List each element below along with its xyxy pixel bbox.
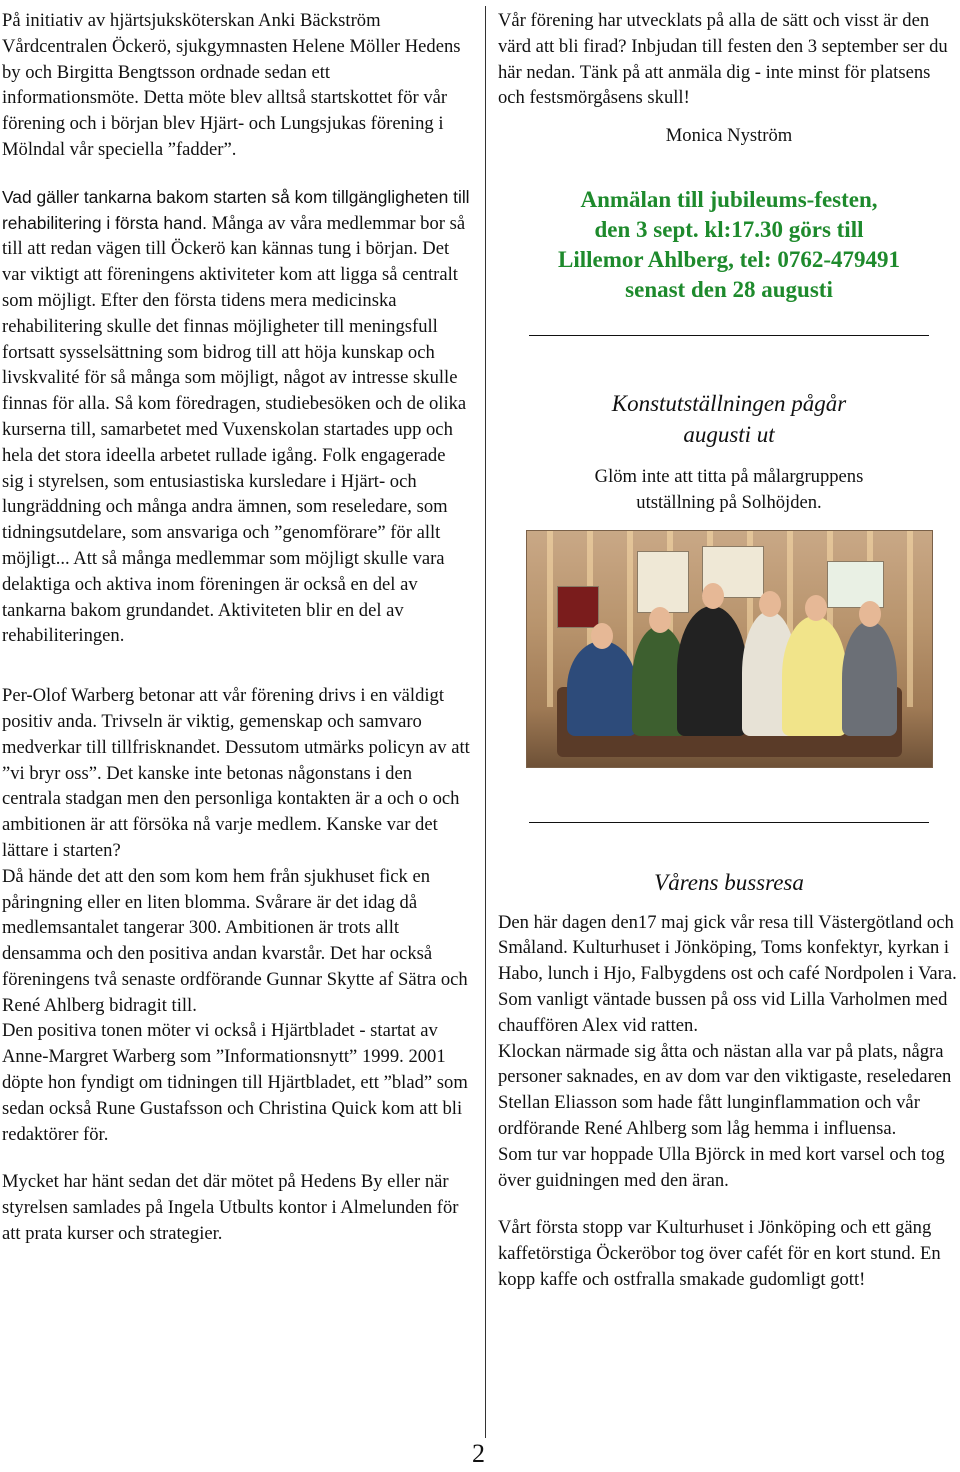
exhibition-title-line: Konstutställningen pågår	[611, 390, 847, 416]
paragraph-intro: Vår förening har utvecklats på alla de sätt och visst är den värd att bli firad? Inbjudan till festen den 3 september ser du här nedan. Tänk på att anmäla dig - inte minst för platsens och festsmörgåsens skull!	[498, 10, 948, 109]
exhibition-title-line: augusti ut	[683, 421, 775, 447]
exhibition-text-line: Glöm inte att titta på målargruppens	[594, 465, 864, 487]
bus-trip-paragraph: Som vanligt väntade bussen på oss vid Lilla Varholmen med chauffören Alex vid ratten.	[498, 988, 948, 1036]
exhibition-title	[498, 388, 960, 450]
announcement-line: Lillemor Ahlberg, tel: 0762-479491	[558, 246, 900, 272]
paragraph-motivation	[2, 185, 470, 649]
bus-trip-paragraph: Den här dagen den17 maj gick vår resa till Västergötland och Småland. Kulturhuset i Jönköping, Toms konfektyr, kyrkan i Habo, lunch i Hjo, Falbygdens ost och café Nordpolen i Vara.	[498, 911, 957, 985]
paragraph-contact: Då hände det att den som kom hem från sjukhuset fick en påringning eller en liten blomma. Svårare är det idag då medlemsantalet tangerar 300. Ambitionen är trots allt densamma och den positiva andan kvarstår. Det har också föreningens två senaste ordförande Gunnar Skytte af Sätra och René Ahlberg bidragit till.	[2, 865, 468, 1016]
group-photo	[526, 530, 933, 768]
party-announcement	[498, 185, 960, 305]
paragraph-spirit: Per-Olof Warberg betonar att vår förening drivs i en väldigt positiv anda. Trivseln är viktig, gemenskap och samvaro medverkar till tillfrisknandet. Dessutom utmärks policyn av att ”vi bryr oss”. Det kanske inte betonas någonstans i den centrala stadgan men den personliga kontakten är a och o och ambitionen är att försöka nå varje medlem. Kanske var det lättare i starten?	[2, 685, 470, 861]
column-divider	[485, 6, 486, 1438]
exhibition-text-line: utställning på Solhöjden.	[636, 491, 822, 513]
bus-trip-paragraph: Klockan närmade sig åtta och nästan alla var på plats, några personer saknades, en av dom var den viktigaste, reseledaren Stellan Eliasson som hade fått lunginflammation och vår ordförande René Ahlberg som låg hemma i influensa.	[498, 1040, 952, 1139]
paragraph-closing: Mycket har hänt sedan det där mötet på Hedens By eller när styrelsen samlades på Ingela Utbults kontor i Almelunden för att prata kurser och strategier.	[2, 1171, 459, 1245]
announcement-line: senast den 28 augusti	[625, 276, 833, 302]
announcement-line: Anmälan till jubileums-festen,	[580, 186, 878, 212]
paragraph-newsletter: Den positiva tonen möter vi också i Hjärtbladet - startat av Anne-Margret Warberg som ”Informationsnytt” 1999. 2001 döpte hon fyndigt om tidningen till Hjärtbladet, ett ”blad” som sedan också Rune Gustafsson och Christina Quick kom att bli redaktörer för.	[2, 1020, 468, 1145]
announcement-line: den 3 sept. kl:17.30 görs till	[594, 216, 864, 242]
paragraph-founding: På initiativ av hjärtsjuksköterskan Anki Bäckström Vårdcentralen Öckerö, sjukgymnasten Helene Möller Hedens by och Birgitta Bengtsson ordnade sedan ett informationsmöte. Detta möte blev alltså startskottet för vår förening och i början blev Hjärt- och Lungsjukas förening i Mölndal vår speciella ”fadder”.	[2, 10, 461, 160]
page-number: 2	[472, 1439, 485, 1468]
bus-trip-paragraph: Som tur var hoppade Ulla Björck in med kort varsel och tog över guidningen med den äran.	[498, 1143, 945, 1191]
paragraph-motivation-lead: Vad gäller tankarna bakom starten så kom tillgängligheten till rehabilitering i första hand.	[2, 186, 470, 233]
exhibition-text	[498, 464, 960, 516]
bus-trip-title: Vårens bussresa	[654, 869, 804, 895]
paragraph-motivation-rest: Många av våra medlemmar bor så till att redan vägen till Öckerö kan kännas tung i början. Det var viktigt att föreningens aktiviteter kom att ligga så centralt som möjligt. Efter den första tidens mera medicinska rehabilitering skulle det finnas möjligheter till meningsfull fortsatt sysselsättning som bidrog till att höja kunskap och livskvalité för så många som möjligt, något av intresse skulle finnas för alla. Så kom föredragen, studiebesöken och de olika kurserna till, samarbetet med Vuxenskolan startades upp och hela det stora ideella arbetet rullade igång. Folk engagerade sig i styrelsen, som entusiastiska kursledare i Hjärt- och lungräddning och många andra ämnen, som reseledare, som tidningsutdelare, som ansvariga och ”genomförare” för allt möjligt... Att så många medlemmar som möjligt skulle vara delaktiga och aktiva inom föreningen är också en del av tankarna bakom grundandet. Aktiviteten blir en del av rehabiliteringen.	[2, 212, 467, 647]
left-column	[2, 8, 470, 1247]
signature: Monica Nyström	[665, 125, 793, 147]
bus-trip-paragraph: Vårt första stopp var Kulturhuset i Jönköping och ett gäng kaffetörstiga Öckeröbor tog över cafét för en kort stund. En kopp kaffe och ostfralla smakade gudomligt gott!	[498, 1217, 941, 1290]
right-column	[498, 8, 960, 1293]
